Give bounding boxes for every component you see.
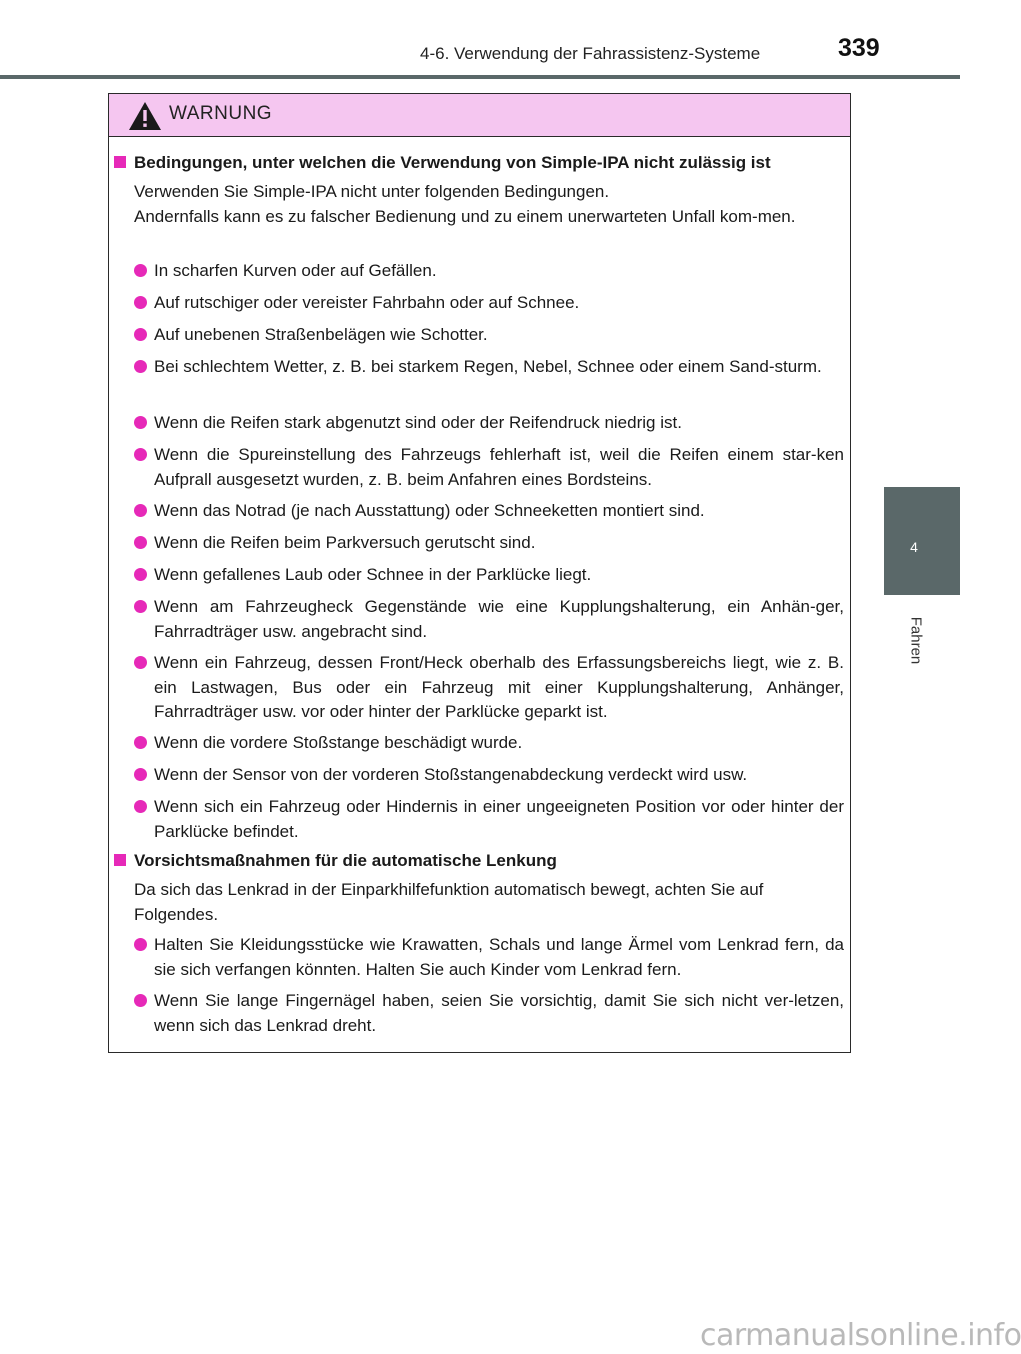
list-item-text: Halten Sie Kleidungsstücke wie Krawatten, Schals und lange Ärmel vom Lenkrad fern, da sie sich verfangen könnten. Halten Sie auch Kinder vom Lenkrad fern. (154, 935, 844, 979)
bullet-dot-icon (134, 938, 147, 951)
list-item-text: Wenn ein Fahrzeug, dessen Front/Heck oberhalb des Erfassungsbereichs liegt, wie z. B. ein Lastwagen, Bus oder ein Fahrzeug mit einer Kupplungshalterung, Anhänger, Fahrradträger usw. vor oder hinter der Parklücke geparkt ist. (154, 653, 844, 721)
square-bullet-icon (114, 854, 126, 866)
bullet-dot-icon (134, 536, 147, 549)
bullet-dot-icon (134, 736, 147, 749)
bullet-dot-icon (134, 504, 147, 517)
section-heading (114, 151, 771, 176)
list-item (134, 531, 844, 556)
list-item (134, 795, 844, 844)
list-item (134, 763, 844, 788)
list-item-text: Wenn sich ein Fahrzeug oder Hindernis in einer ungeeigneten Position vor oder hinter der Parklücke befindet. (154, 797, 844, 841)
chapter-tab (884, 487, 960, 595)
watermark: carmanualsonline.info (700, 1318, 1021, 1353)
warning-box (108, 93, 851, 1053)
list-item (134, 595, 844, 644)
bullet-dot-icon (134, 448, 147, 461)
bullet-dot-icon (134, 328, 147, 341)
list-item (134, 291, 844, 316)
section-intro: Da sich das Lenkrad in der Einparkhilfefunktion automatisch bewegt, achten Sie auf Folgendes. (134, 880, 764, 924)
intro-line: Verwenden Sie Simple-IPA nicht unter folgenden Bedingungen. (134, 182, 610, 201)
bullet-dot-icon (134, 568, 147, 581)
list-item-text: Auf rutschiger oder vereister Fahrbahn oder auf Schnee. (154, 293, 580, 312)
list-item-text: Wenn die Spureinstellung des Fahrzeugs fehlerhaft ist, weil die Reifen einem star-ken Aufprall ausgesetzt wurden, z. B. beim Anfahren eines Bordsteins. (154, 445, 844, 489)
list-item-text: Wenn die Reifen beim Parkversuch gerutscht sind. (154, 533, 536, 552)
section-heading-text: Bedingungen, unter welchen die Verwendung von Simple-IPA nicht zulässig ist (134, 153, 771, 172)
bullet-dot-icon (134, 416, 147, 429)
section-title: 4-6. Verwendung der Fahrassistenz-Systeme (420, 44, 761, 63)
section-intro (134, 180, 842, 229)
list-item-text: Wenn die Reifen stark abgenutzt sind oder der Reifendruck niedrig ist. (154, 413, 682, 432)
list-item (134, 443, 844, 492)
chapter-label: Fahren (907, 616, 925, 665)
list-item-text: Wenn gefallenes Laub oder Schnee in der Parklücke liegt. (154, 565, 592, 584)
list-item-text: In scharfen Kurven oder auf Gefällen. (154, 261, 437, 280)
list-item (134, 499, 844, 524)
section-heading (114, 849, 557, 874)
list-item (134, 259, 844, 284)
list-item (134, 933, 844, 982)
bullet-dot-icon (134, 360, 147, 373)
bullet-dot-icon (134, 656, 147, 669)
warning-title: WARNUNG (169, 103, 273, 124)
bullet-dot-icon (134, 264, 147, 277)
list-item (134, 989, 844, 1038)
bullet-dot-icon (134, 600, 147, 613)
list-item-text: Wenn das Notrad (je nach Ausstattung) oder Schneeketten montiert sind. (154, 501, 705, 520)
bullet-dot-icon (134, 800, 147, 813)
intro-line: Andernfalls kann es zu falscher Bedienung und zu einem unerwarteten Unfall kom-men. (134, 206, 796, 226)
header-rule (0, 75, 960, 79)
section-heading-text: Vorsichtsmaßnahmen für die automatische Lenkung (134, 851, 557, 870)
square-bullet-icon (114, 156, 126, 168)
bullet-dot-icon (134, 994, 147, 1007)
list-item-text: Auf unebenen Straßenbelägen wie Schotter. (154, 325, 488, 344)
list-item-text: Wenn der Sensor von der vorderen Stoßstangenabdeckung verdeckt wird usw. (154, 765, 748, 784)
page-number: 339 (838, 34, 880, 62)
list-item (134, 411, 844, 436)
bullet-dot-icon (134, 296, 147, 309)
list-item (134, 651, 844, 725)
warning-triangle-icon (128, 101, 162, 131)
warning-header (109, 94, 850, 137)
list-item (134, 731, 844, 756)
list-item-text: Bei schlechtem Wetter, z. B. bei starkem Regen, Nebel, Schnee oder einem Sand-sturm. (154, 357, 822, 376)
list-item (134, 563, 844, 588)
list-item-text: Wenn am Fahrzeugheck Gegenstände wie eine Kupplungshalterung, ein Anhän-ger, Fahrradträger usw. angebracht sind. (154, 597, 844, 641)
list-item (134, 355, 844, 380)
bullet-dot-icon (134, 768, 147, 781)
list-item-text: Wenn Sie lange Fingernägel haben, seien Sie vorsichtig, damit Sie sich nicht ver-letzen, wenn sich das Lenkrad dreht. (154, 991, 844, 1035)
list-item-text: Wenn die vordere Stoßstange beschädigt wurde. (154, 733, 523, 752)
chapter-number: 4 (910, 539, 918, 555)
list-item (134, 323, 844, 348)
